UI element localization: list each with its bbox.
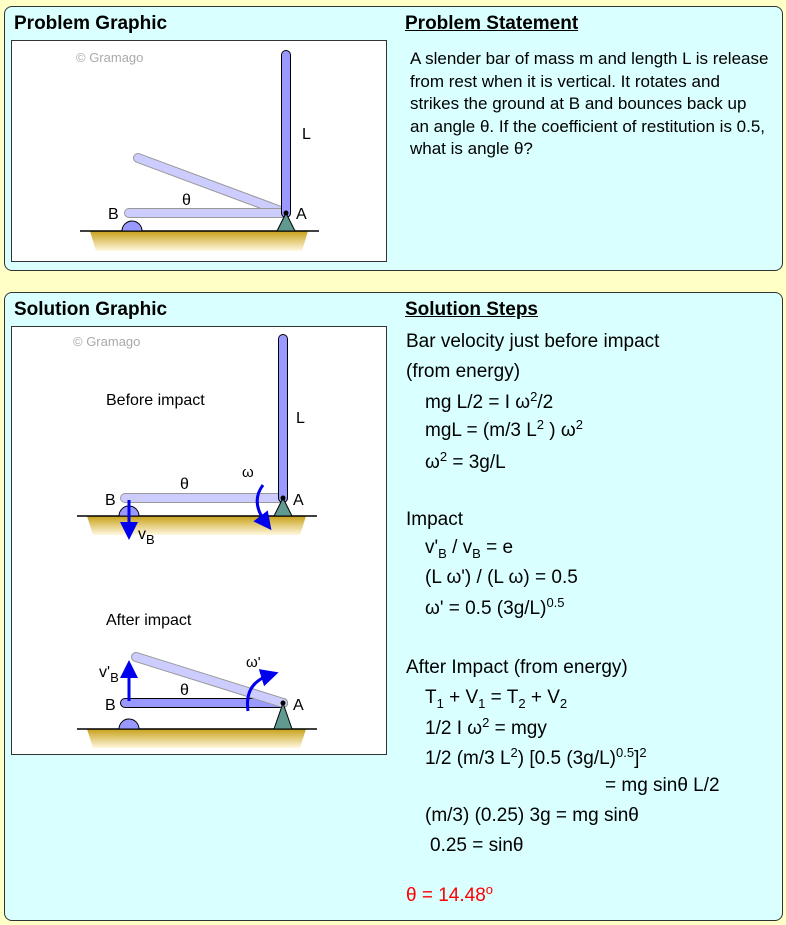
label-B-after: B	[105, 697, 116, 714]
step-text: mg L/2 = I ω	[425, 392, 531, 413]
label-vB: $v_B$	[138, 526, 155, 547]
solution-step-line	[425, 417, 583, 442]
solution-graphic-title: Solution Graphic	[14, 299, 168, 320]
problem-graphic-title: Problem Graphic	[14, 13, 168, 34]
support-b	[122, 221, 142, 231]
step-text: 2	[639, 745, 647, 760]
step-text: After Impact (from energy)	[406, 657, 628, 678]
after-impact-label: After impact	[106, 612, 192, 629]
solution-step-line	[425, 595, 565, 620]
step-text: / v	[446, 537, 473, 558]
solution-step-line	[430, 835, 524, 857]
label-omega-prime: ω'	[246, 654, 261, 671]
step-text: 0.5	[546, 595, 565, 610]
solution-step-line	[425, 805, 639, 827]
solution-step-line	[425, 449, 506, 474]
step-text: (m/3) (0.25) 3g = mg sinθ	[425, 805, 639, 826]
problem-statement-title: Problem Statement	[405, 13, 579, 34]
label-A-after: A	[293, 697, 304, 714]
label-L: L	[296, 410, 305, 427]
step-text: 2	[439, 449, 448, 464]
step-text: 2	[575, 417, 583, 432]
step-text: B	[472, 546, 481, 561]
step-text: ω	[425, 452, 440, 473]
step-text: 2	[530, 389, 538, 404]
step-text: (from energy)	[406, 361, 521, 382]
step-text: = 3g/L	[447, 452, 506, 473]
step-text: T	[425, 687, 437, 708]
step-text: 0.5	[616, 745, 635, 760]
step-text: 1	[478, 696, 486, 711]
step-text: = mg sinθ L/2	[605, 775, 720, 796]
step-text: B	[438, 546, 447, 561]
step-text: = e	[480, 537, 514, 558]
step-text: /2	[537, 392, 554, 413]
solution-step-line	[406, 509, 463, 531]
label-L: L	[302, 126, 311, 143]
step-text: + V	[443, 687, 479, 708]
step-text: ω' = 0.5 (3g/L)	[425, 598, 547, 619]
step-text: 1/2 I ω	[425, 718, 483, 739]
step-text: Bar velocity just before impact	[406, 331, 660, 352]
step-text: 1	[436, 696, 444, 711]
step-text: 2	[518, 696, 526, 711]
step-text: = T	[485, 687, 519, 708]
step-text: Impact	[406, 509, 464, 530]
watermark: © Gramago	[76, 50, 144, 65]
solution-step-line	[605, 775, 720, 797]
watermark: © Gramago	[73, 334, 141, 349]
step-text: ) [0.5 (3g/L)	[517, 748, 616, 769]
solution-step-line	[425, 687, 567, 711]
step-text: 2	[559, 696, 568, 711]
step-text: 0.25 = sinθ	[430, 835, 524, 856]
solution-step-line	[425, 389, 553, 414]
solution-step-line	[406, 361, 520, 383]
step-text: θ = 14.48	[406, 885, 486, 906]
label-theta-after: θ	[180, 682, 189, 699]
answer-line	[406, 882, 493, 907]
step-text: = mgy	[489, 718, 547, 739]
step-text: ]	[634, 748, 640, 769]
step-text: v'	[425, 537, 439, 558]
step-text: + V	[525, 687, 560, 708]
problem-graphic	[11, 40, 387, 262]
solution-step-line	[425, 715, 547, 740]
before-impact-label: Before impact	[106, 392, 205, 409]
step-text: (L ω') / (L ω) = 0.5	[425, 567, 578, 588]
step-text: o	[485, 882, 494, 897]
label-A: A	[296, 206, 307, 223]
ground	[90, 231, 308, 251]
label-vpB: $v'_B$	[99, 664, 119, 685]
solution-graphic	[11, 326, 387, 755]
step-text: 2	[510, 745, 518, 760]
solution-step-line	[406, 331, 659, 353]
solution-step-line	[425, 745, 647, 770]
problem-statement-text: A slender bar of mass m and length L is release from rest when it is vertical. It rotates and strikes the ground at B and bounces back up an angle θ. If the coefficient of restitution is 0.5, what is angle θ?	[410, 49, 769, 158]
label-A: A	[293, 492, 304, 509]
solution-steps-title: Solution Steps	[405, 299, 538, 320]
solution-step-line	[425, 567, 578, 589]
step-text: 2	[482, 715, 490, 730]
solution-step-line	[406, 657, 628, 679]
step-text: ) ω	[544, 420, 576, 441]
label-omega: ω	[242, 464, 254, 481]
label-theta: θ	[180, 476, 189, 493]
step-text: mgL = (m/3 L	[425, 420, 537, 441]
label-theta: θ	[182, 192, 191, 209]
solution-step-line	[425, 537, 513, 561]
step-text: 2	[536, 417, 544, 432]
bar-rebound-position	[138, 158, 286, 213]
label-B: B	[108, 206, 119, 223]
step-text: 1/2 (m/3 L	[425, 748, 511, 769]
label-B: B	[105, 492, 116, 509]
